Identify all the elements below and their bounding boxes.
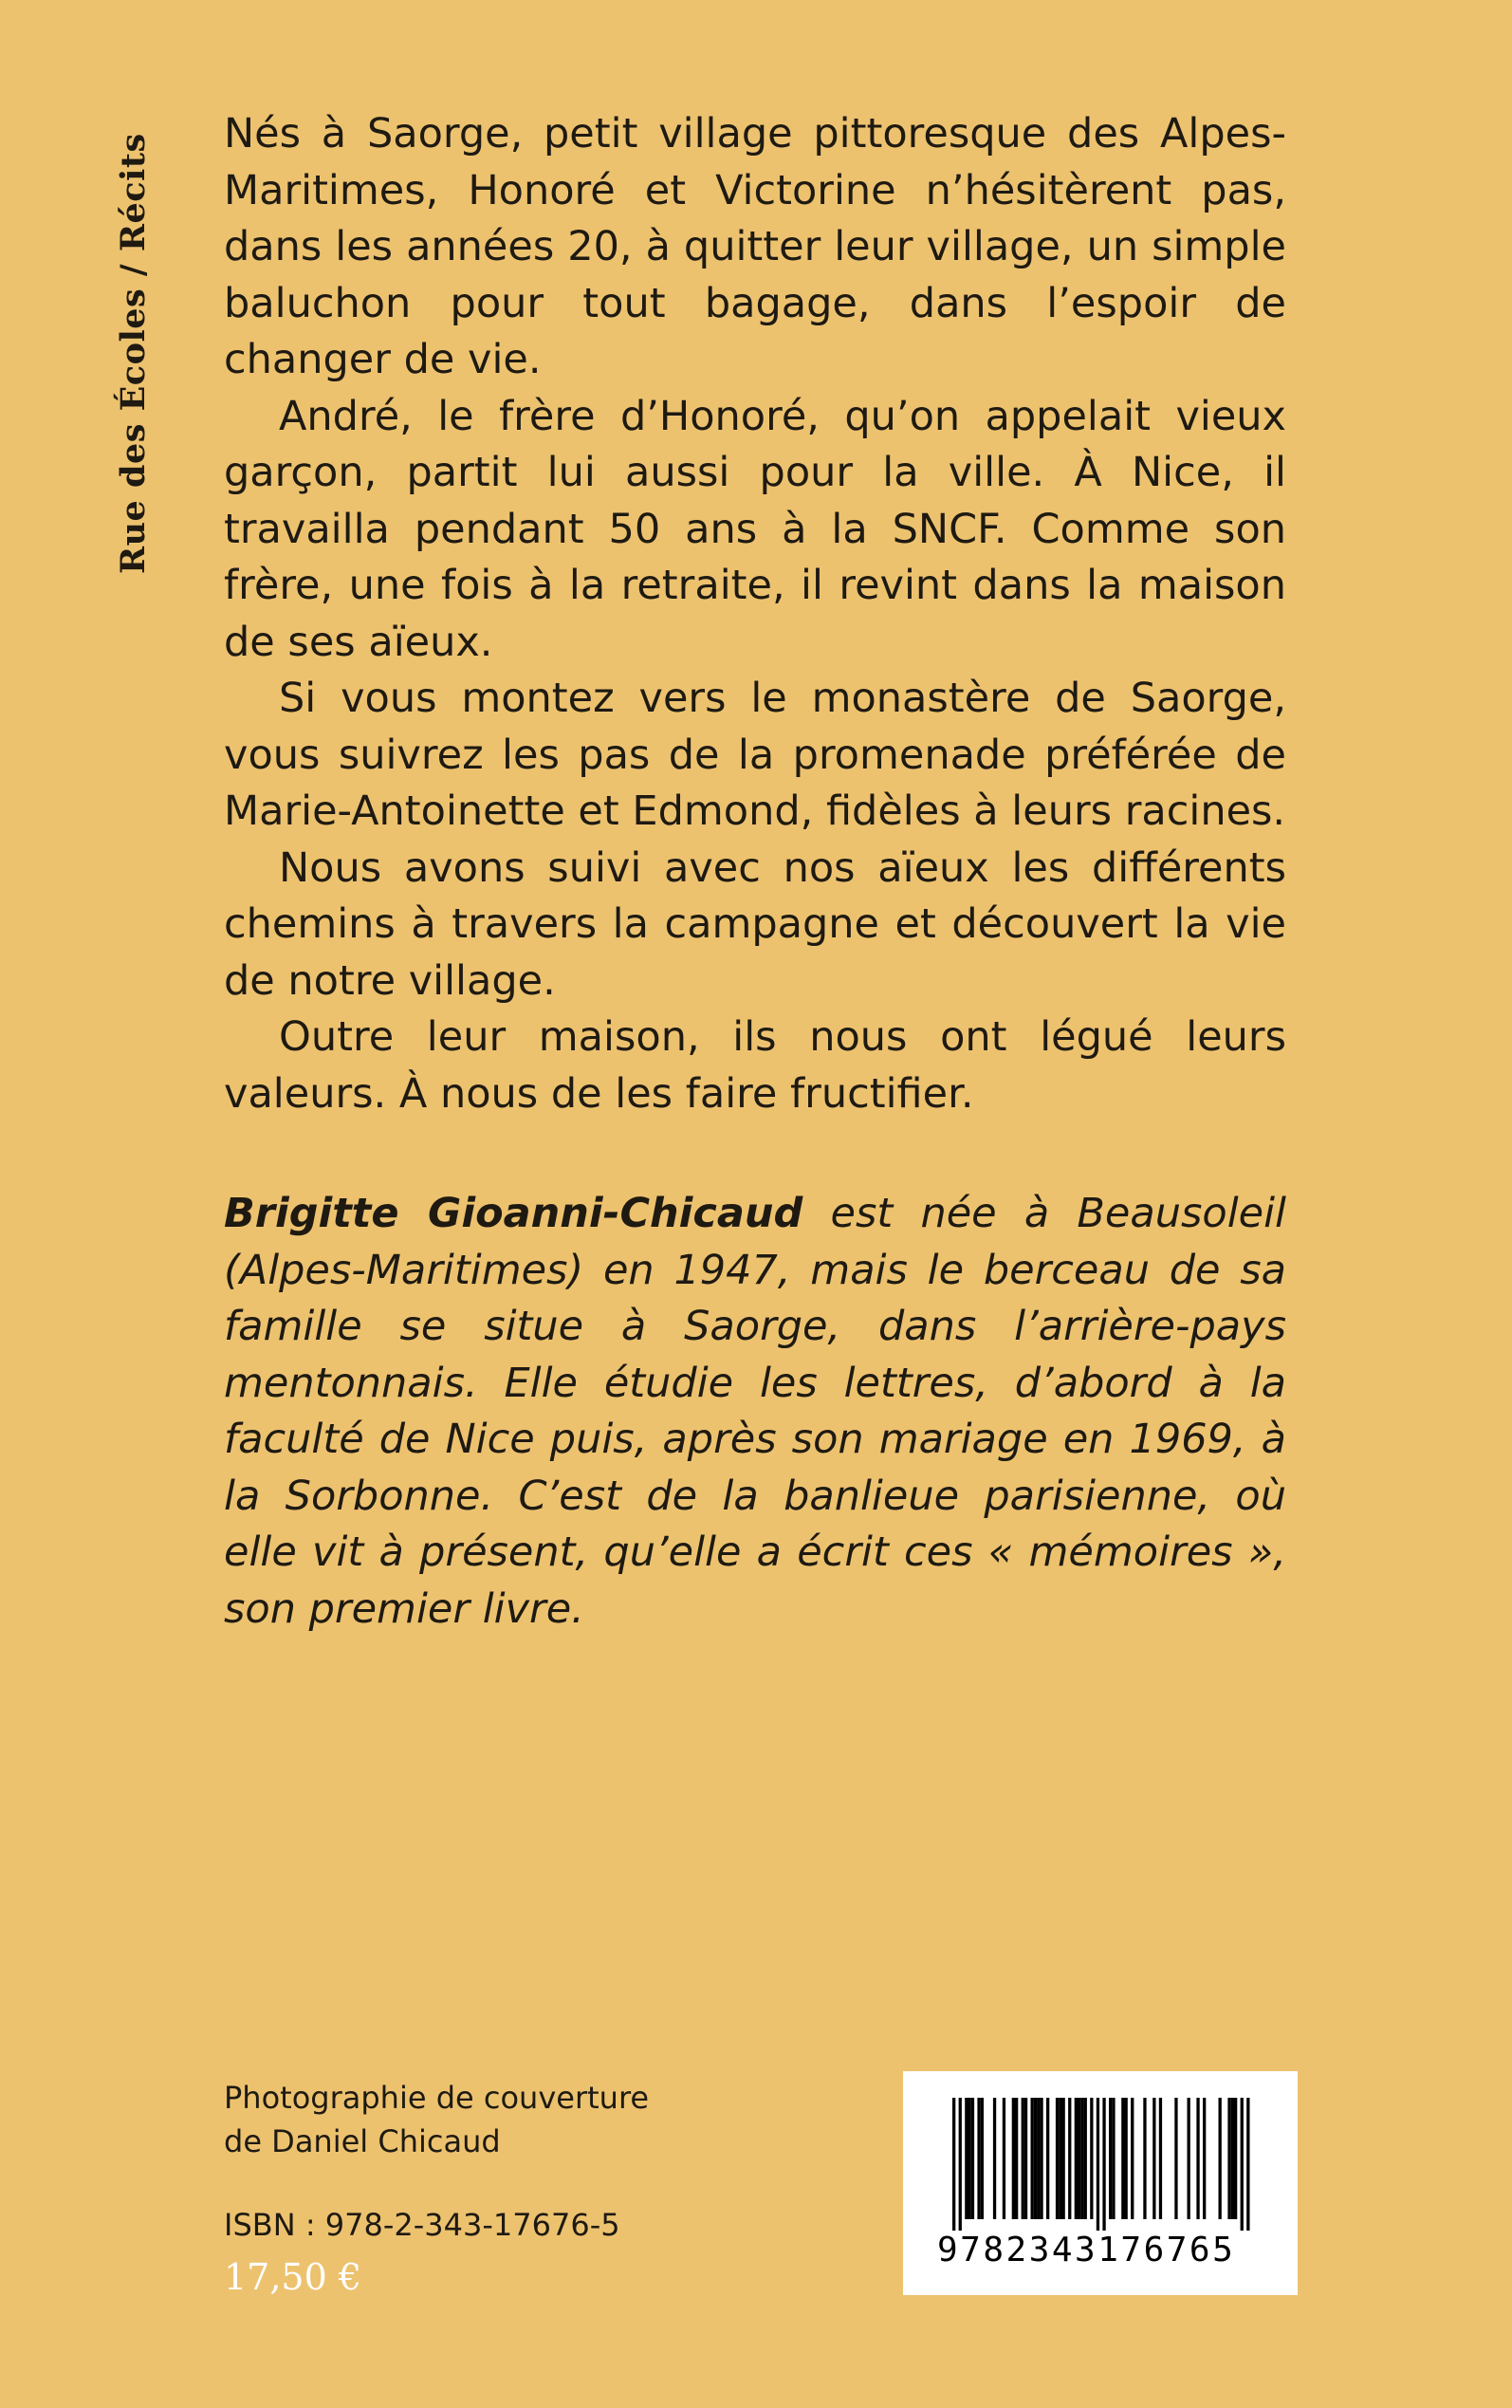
- barcode-bar: [1062, 2098, 1065, 2219]
- barcode-bar: [1188, 2098, 1190, 2219]
- barcode-bar: [1234, 2098, 1237, 2219]
- price: 17,50 €: [224, 2256, 362, 2298]
- barcode-bar: [993, 2098, 996, 2219]
- barcode-bar: [1059, 2098, 1061, 2219]
- blurb: [224, 106, 1286, 1122]
- barcode-bar: [965, 2098, 968, 2219]
- blurb-paragraph-2: André, le frère d’Honoré, qu’on appelait vieux garçon, partit lui aussi pour la ville. À Nice, il travailla pendant 50 ans à la SNCF. Comme son frère, une fois à la retraite, il revint dans la maison de ses aïeux.: [224, 392, 1286, 666]
- barcode-bar: [1241, 2098, 1244, 2231]
- barcode-bar: [1227, 2098, 1230, 2219]
- barcode-bar: [968, 2098, 971, 2219]
- blurb-paragraph-5: Outre leur maison, ils nous ont légué leurs valeurs. À nous de les faire fructifier.: [224, 1013, 1286, 1118]
- barcode-bar: [1068, 2098, 1071, 2219]
- barcode-bar: [1097, 2098, 1099, 2231]
- barcode: [903, 2071, 1298, 2295]
- barcode-bar: [1219, 2098, 1222, 2219]
- barcode-bar: [1246, 2098, 1249, 2231]
- barcode-bar: [1034, 2098, 1037, 2219]
- barcode-bar: [1174, 2098, 1177, 2219]
- barcode-bar: [971, 2098, 974, 2219]
- barcode-bar: [1152, 2098, 1155, 2219]
- barcode-bar: [1196, 2098, 1199, 2219]
- barcode-bar: [1024, 2098, 1027, 2219]
- barcode-bar: [1125, 2098, 1128, 2219]
- barcode-bar: [952, 2098, 955, 2231]
- barcode-bar: [1078, 2098, 1080, 2219]
- author-name: Brigitte Gioanni-Chicaud: [224, 1190, 803, 1237]
- barcode-bar: [1231, 2098, 1234, 2219]
- barcode-bar: [1159, 2098, 1162, 2219]
- barcode-bar: [1109, 2098, 1112, 2219]
- barcode-bar: [1056, 2098, 1059, 2219]
- author-bio-text: est née à Beausoleil (Alpes-Maritimes) en 1947, mais le berceau de sa famille se situe à Saorge, dans l’arrière-pays mentonnais. Elle étudie les lettres, d’abord à la faculté de Nice puis, après son mariage en 1969, à la Sorbonne. C’est de la banlieue parisienne, où elle vit à présent, qu’elle a écrit ces « mémoires », son premier livre.: [224, 1190, 1286, 1633]
- barcode-digits: 9782343176765: [937, 2231, 1236, 2269]
- barcode-bar: [981, 2098, 984, 2219]
- barcode-bar: [1046, 2098, 1049, 2219]
- barcode-bars: [941, 2098, 1263, 2231]
- blurb-paragraph-4: Nous avons suivi avec nos aïeux les différents chemins à travers la campagne et découvert la vie de notre village.: [224, 843, 1286, 1005]
- barcode-bar: [1131, 2098, 1134, 2219]
- blurb-paragraph-3: Si vous montez vers le monastère de Saorge, vous suivrez les pas de la promenade préférée de Marie-Antoinette et Edmond, fidèles à leurs racines.: [224, 675, 1286, 835]
- barcode-bar: [959, 2098, 962, 2231]
- photo-credit-line-2: de Daniel Chicaud: [224, 2123, 501, 2159]
- photo-credit-line-1: Photographie de couverture: [224, 2080, 650, 2116]
- barcode-bar: [1203, 2098, 1206, 2219]
- barcode-bar: [1003, 2098, 1005, 2219]
- barcode-bar: [1075, 2098, 1078, 2219]
- barcode-bar: [1121, 2098, 1124, 2219]
- barcode-bar: [1037, 2098, 1040, 2219]
- barcode-bar: [1015, 2098, 1018, 2219]
- barcode-bar: [1143, 2098, 1146, 2219]
- barcode-bar: [1080, 2098, 1083, 2219]
- barcode-bar: [1012, 2098, 1015, 2219]
- blurb-paragraph-1: Nés à Saorge, petit village pittoresque des Alpes-Maritimes, Honoré et Victorine n’hésitèrent pas, dans les années 20, à quitter leur village, un simple baluchon pour tout bagage, dans l’espoir de changer de vie.: [224, 110, 1286, 383]
- barcode-bar: [1084, 2098, 1087, 2219]
- barcode-bar: [1112, 2098, 1115, 2219]
- photo-credits: [224, 2076, 649, 2163]
- isbn: ISBN : 978-2-343-17676-5: [224, 2207, 620, 2243]
- barcode-bar: [1090, 2098, 1093, 2219]
- barcode-bar: [1040, 2098, 1042, 2219]
- spine: [47, 109, 153, 574]
- barcode-bar: [1031, 2098, 1034, 2219]
- barcode-bar: [1102, 2098, 1105, 2231]
- barcode-bar: [977, 2098, 980, 2219]
- series-title: Rue des Écoles / Récits: [114, 133, 153, 574]
- barcode-bar: [1022, 2098, 1024, 2219]
- author-bio: [224, 1186, 1286, 1638]
